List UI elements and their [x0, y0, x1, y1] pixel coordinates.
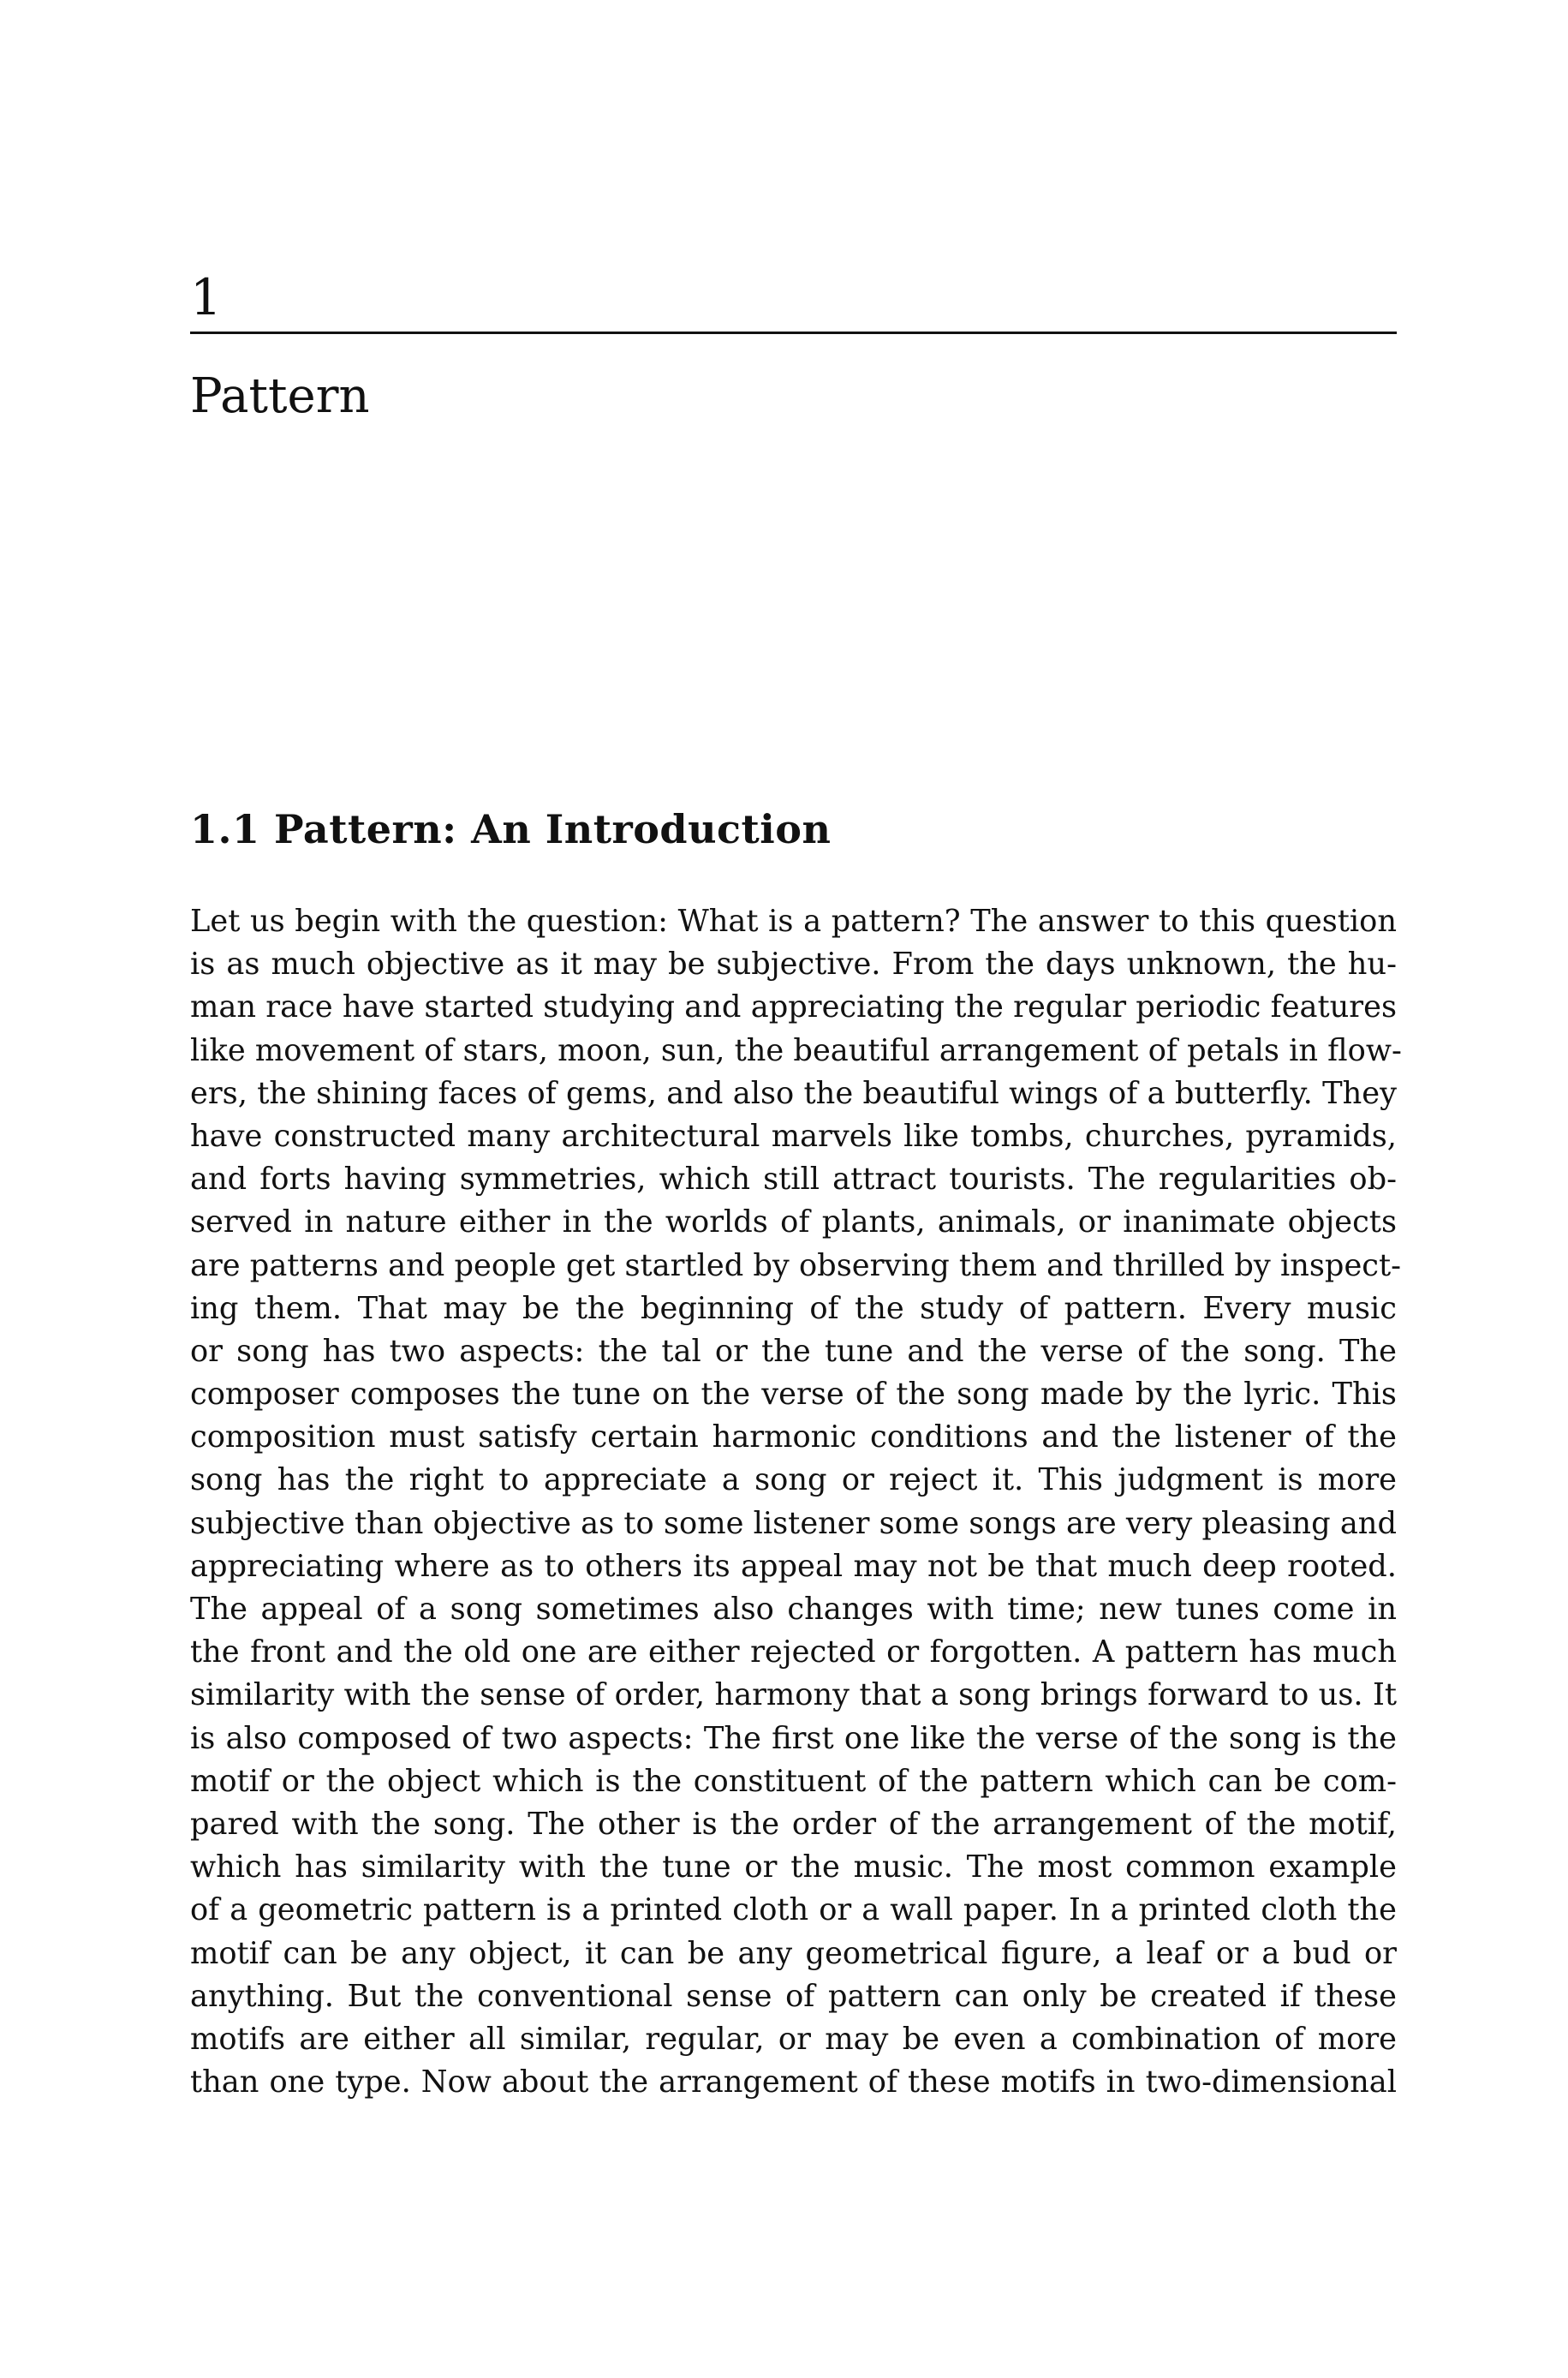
- text-line: ing them. That may be the beginning of the study of pattern. Every music: [190, 1290, 1397, 1326]
- section-heading: 1.1 Pattern: An Introduction: [190, 806, 832, 852]
- text-line: have constructed many architectural marvels like tombs, churches, pyramids,: [190, 1118, 1397, 1154]
- text-line: is as much objective as it may be subjective. From the days unknown, the hu-: [190, 947, 1397, 983]
- text-line: song has the right to appreciate a song or reject it. This judgment is more: [190, 1462, 1397, 1498]
- text-line: are patterns and people get startled by observing them and thrilled by inspect-: [190, 1247, 1402, 1283]
- text-line: composer composes the tune on the verse of the song made by the lyric. This: [190, 1377, 1397, 1413]
- text-line: or song has two aspects: the tal or the tune and the verse of the song. The: [190, 1333, 1397, 1369]
- chapter-number: 1: [190, 268, 222, 326]
- chapter-title: Pattern: [190, 368, 370, 424]
- text-line: like movement of stars, moon, sun, the beautiful arrangement of petals in flow-: [190, 1032, 1402, 1068]
- text-line: man race have started studying and appreciating the regular periodic features: [190, 989, 1397, 1025]
- text-line: than one type. Now about the arrangement of these motifs in two-dimensional: [190, 2064, 1397, 2100]
- text-line: ers, the shining faces of gems, and also the beautiful wings of a butterfly. They: [190, 1075, 1397, 1111]
- text-line: motif or the object which is the constituent of the pattern which can be com-: [190, 1763, 1397, 1799]
- body-paragraph: [190, 900, 1402, 2104]
- text-line: The appeal of a song sometimes also changes with time; new tunes come in: [190, 1592, 1397, 1627]
- text-line: served in nature either in the worlds of plants, animals, or inanimate objects: [190, 1204, 1397, 1240]
- text-line: motif can be any object, it can be any geometrical figure, a leaf or a bud or: [190, 1935, 1397, 1971]
- chapter-rule: [190, 332, 1397, 334]
- text-line: appreciating where as to others its appeal may not be that much deep rooted.: [190, 1548, 1397, 1584]
- text-line: subjective than objective as to some listener some songs are very pleasing and: [190, 1505, 1397, 1541]
- text-line: pared with the song. The other is the order of the arrangement of the motif,: [190, 1806, 1397, 1842]
- text-line: motifs are either all similar, regular, or may be even a combination of more: [190, 2021, 1397, 2057]
- text-line: similarity with the sense of order, harmony that a song brings forward to us. It: [190, 1677, 1397, 1713]
- text-line: composition must satisfy certain harmonic conditions and the listener of the: [190, 1419, 1397, 1455]
- text-line: which has similarity with the tune or the music. The most common example: [190, 1849, 1397, 1885]
- text-line: the front and the old one are either rejected or forgotten. A pattern has much: [190, 1634, 1397, 1670]
- text-line: is also composed of two aspects: The first one like the verse of the song is the: [190, 1720, 1397, 1756]
- text-line: and forts having symmetries, which still attract tourists. The regularities ob-: [190, 1162, 1397, 1198]
- text-line: Let us begin with the question: What is a pattern? The answer to this question: [190, 904, 1397, 939]
- text-line: of a geometric pattern is a printed cloth or a wall paper. In a printed cloth the: [190, 1892, 1397, 1928]
- text-line: anything. But the conventional sense of pattern can only be created if these: [190, 1978, 1397, 2014]
